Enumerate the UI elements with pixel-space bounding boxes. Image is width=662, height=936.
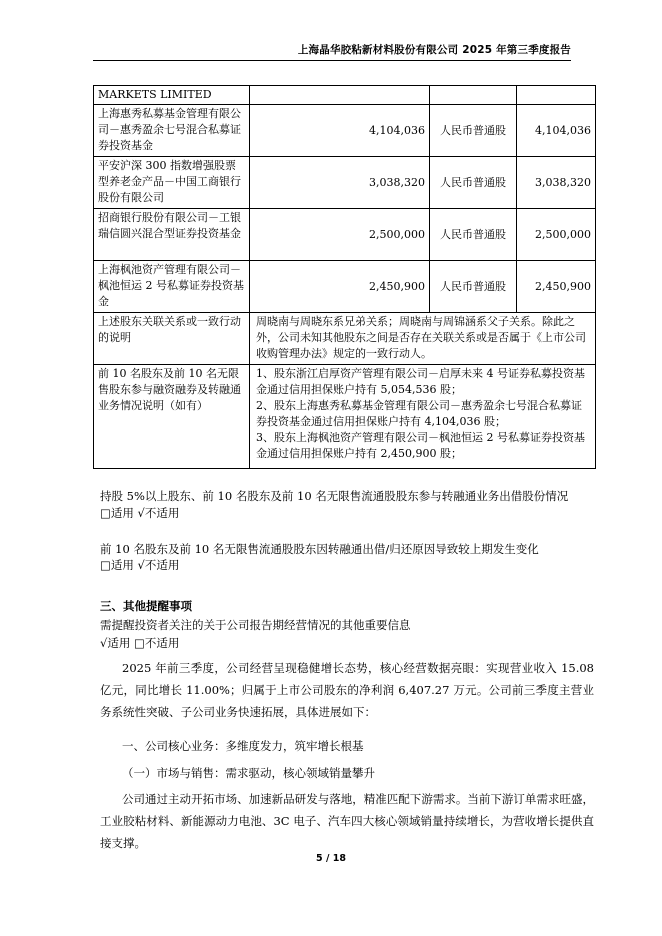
lending-options: □适用 √不适用 xyxy=(100,506,180,520)
shareholder-table xyxy=(93,85,596,469)
notice-intro: 需提醒投资者关注的关于公司报告期经营情况的其他重要信息 xyxy=(100,618,411,632)
kind-count: 2,500,000 xyxy=(517,209,596,261)
table-row xyxy=(94,261,596,313)
header-rule xyxy=(93,60,571,61)
margin-items xyxy=(250,365,596,469)
change-title: 前 10 名股东及前 10 名无限售流通股股东因转融通出借/归还原因导致较上期发生变化 xyxy=(100,542,539,556)
holder-name: 上海枫池资产管理有限公司－枫池恒运 2 号私募证券投资基金 xyxy=(94,261,250,313)
margin-label: 前 10 名股东及前 10 名无限售股东参与融资融券及转融通业务情况说明（如有） xyxy=(94,365,250,469)
table-row xyxy=(94,209,596,261)
holder-name: MARKETS LIMITED xyxy=(94,86,250,105)
margin-item: 3、股东上海枫池资产管理有限公司－枫池恒运 2 号私募证券投资基金通过信用担保账户持有 2,450,900 股； xyxy=(256,431,585,460)
table-row xyxy=(94,365,596,469)
subheading-market: （一）市场与销售：需求驱动，核心领域销量攀升 xyxy=(122,766,375,780)
page-number: 5 / 18 xyxy=(316,853,346,864)
table-row xyxy=(94,86,596,105)
holder-name: 招商银行股份有限公司－工银瑞信圆兴混合型证券投资基金 xyxy=(94,209,250,261)
kind-count: 4,104,036 xyxy=(517,105,596,157)
share-count: 4,104,036 xyxy=(250,105,430,157)
report-header: 上海晶华胶粘新材料股份有限公司 2025 年第三季度报告 xyxy=(297,44,571,56)
kind-count: 2,450,900 xyxy=(517,261,596,313)
share-kind: 人民币普通股 xyxy=(430,157,517,209)
relation-label: 上述股东关联关系或一致行动的说明 xyxy=(94,313,250,365)
notice-options: √适用 □不适用 xyxy=(100,636,180,650)
holder-name: 平安沪深 300 指数增强股票型养老金产品－中国工商银行股份有限公司 xyxy=(94,157,250,209)
holder-name: 上海惠秀私募基金管理有限公司－惠秀盈余七号混合私募证券投资基金 xyxy=(94,105,250,157)
table-row xyxy=(94,313,596,365)
share-kind: 人民币普通股 xyxy=(430,209,517,261)
section-heading: 三、其他提醒事项 xyxy=(100,599,192,613)
margin-item: 1、股东浙江启厚资产管理有限公司－启厚未来 4 号证券私募投资基金通过信用担保账户持有 5,054,536 股； xyxy=(256,367,585,396)
subheading-core: 一、公司核心业务：多维度发力，筑牢增长根基 xyxy=(122,739,364,753)
relation-text: 周晓南与周晓东系兄弟关系；周晓南与周锦涵系父子关系。除此之外，公司未知其他股东之间是否存在关联关系或是否属于《上市公司收购管理办法》规定的一致行动人。 xyxy=(250,313,596,365)
summary-paragraph: 2025 年前三季度，公司经营呈现稳健增长态势，核心经营数据亮眼：实现营业收入 15.08 亿元，同比增长 11.00%；归属于上市公司股东的净利润 6,407.27 万元。公司前三季度主营业务系统性突破、子公司业务快速拓展，具体进展如下： xyxy=(100,661,594,719)
share-count: 2,450,900 xyxy=(250,261,430,313)
share-kind: 人民币普通股 xyxy=(430,261,517,313)
share-count: 3,038,320 xyxy=(250,157,430,209)
share-kind: 人民币普通股 xyxy=(430,105,517,157)
table-row xyxy=(94,105,596,157)
lending-title: 持股 5%以上股东、前 10 名股东及前 10 名无限售流通股股东参与转融通业务出借股份情况 xyxy=(100,489,569,503)
market-paragraph: 公司通过主动开拓市场、加速新品研发与落地，精准匹配下游需求。当前下游订单需求旺盛，工业胶粘材料、新能源动力电池、3C 电子、汽车四大核心领域销量持续增长，为营收增长提供直接支撑。 xyxy=(100,792,594,850)
change-options: □适用 √不适用 xyxy=(100,558,180,572)
table-row xyxy=(94,157,596,209)
kind-count: 3,038,320 xyxy=(517,157,596,209)
share-count: 2,500,000 xyxy=(250,209,430,261)
margin-item: 2、股东上海惠秀私募基金管理有限公司－惠秀盈余七号混合私募证券投资基金通过信用担保账户持有 4,104,036 股； xyxy=(256,399,582,428)
